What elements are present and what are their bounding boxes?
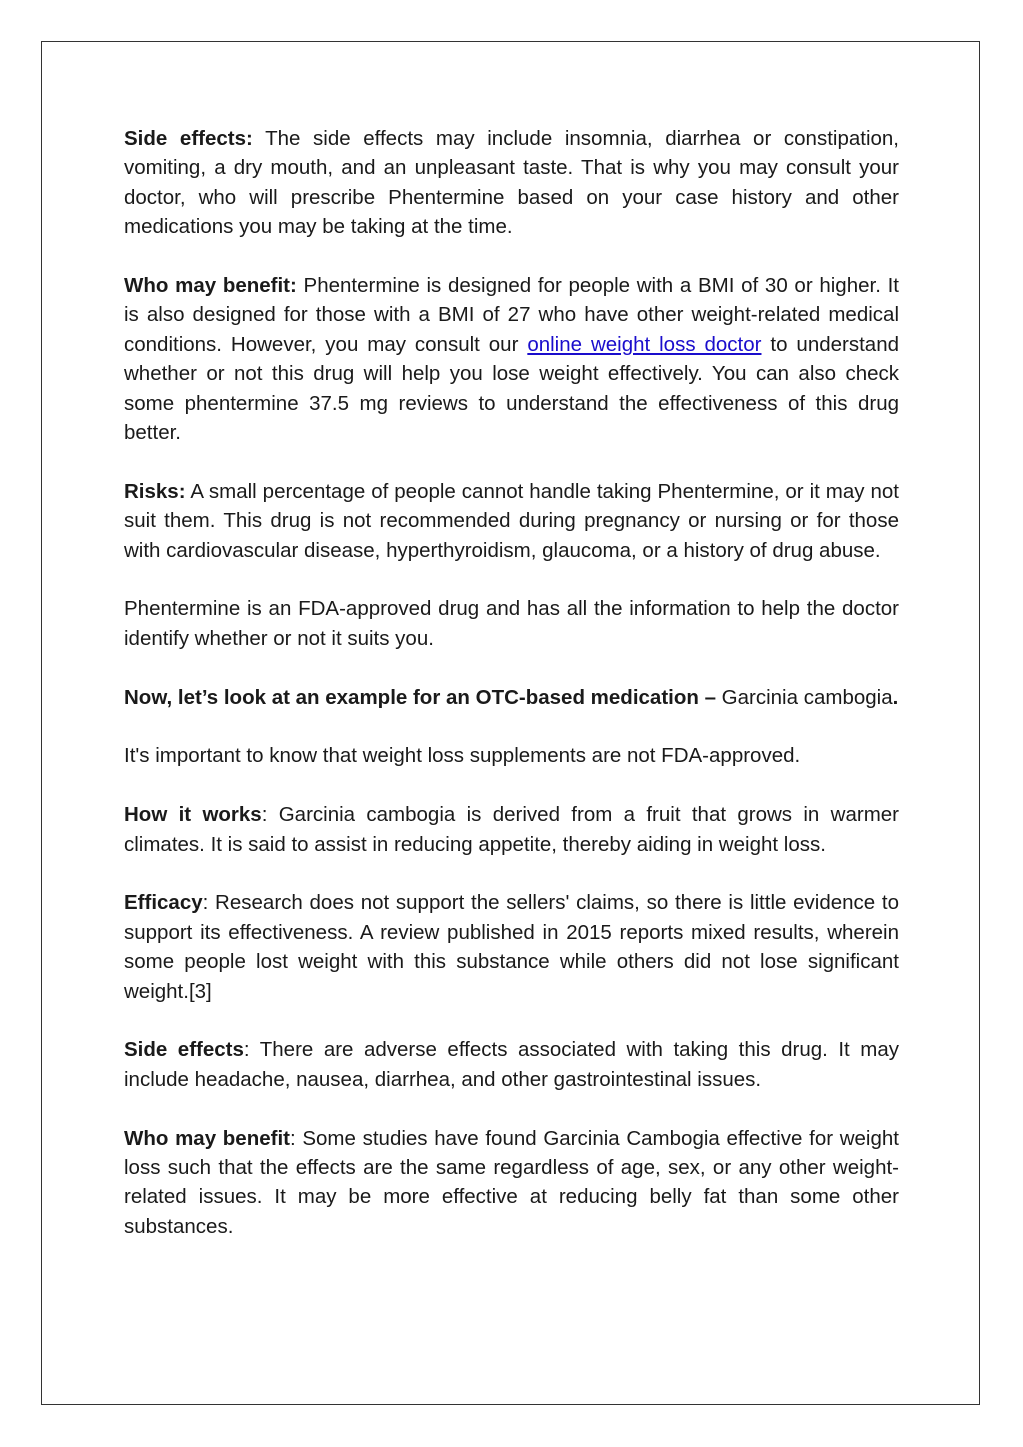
paragraph-text: : Some studies have found Garcinia Cambogia effective for weight loss such that the effects are the same regardless of age, sex, or any other weight-related issues. It may be more effective at reducing belly fat than some other substances.: [124, 1126, 899, 1238]
paragraph-who-may-benefit-phentermine: [124, 271, 899, 447]
paragraph-otc-example: [124, 683, 899, 712]
paragraph-side-effects-phentermine: [124, 124, 899, 242]
paragraph-risks: [124, 477, 899, 565]
paragraph-heading: Who may benefit: [124, 1126, 290, 1150]
paragraph-text: to understand whether or not this drug will help you lose weight effectively. You can also check some phentermine 37.5 mg reviews to understand the effectiveness of this drug better.: [124, 332, 899, 445]
paragraph-text: Phentermine is an FDA-approved drug and has all the information to help the doctor identify whether or not it suits you.: [124, 597, 899, 650]
paragraph-text: Garcinia cambogia: [715, 685, 893, 709]
paragraph-text: : Garcinia cambogia is derived from a fruit that grows in warmer climates. It is said to assist in reducing appetite, thereby aiding in weight loss.: [124, 803, 899, 856]
paragraph-efficacy: [124, 888, 899, 1006]
paragraph-text: The side effects may include insomnia, diarrhea or constipation, vomiting, a dry mouth, and an unpleasant taste. That is why you may consult your doctor, who will prescribe Phentermine based on your case history and other medications you may be taking at the time.: [124, 127, 899, 239]
paragraph-text: : There are adverse effects associated with taking this drug. It may include headache, nausea, diarrhea, and other gastrointestinal issues.: [124, 1038, 899, 1091]
paragraph-heading: Side effects: [124, 1038, 244, 1062]
paragraph-who-may-benefit-garcinia: [124, 1124, 899, 1242]
paragraph-text: : Research does not support the sellers' claims, so there is little evidence to support its effectiveness. A review published in 2015 reports mixed results, wherein some people lost weight with this substance while others did not lose significant weight.[3]: [124, 891, 899, 1003]
paragraph-trailing-period: .: [892, 685, 899, 709]
online-weight-loss-doctor-link[interactable]: online weight loss doctor: [527, 332, 762, 356]
paragraph-heading: How it works: [124, 803, 262, 827]
paragraph-fda-approved: [124, 594, 899, 653]
paragraph-text: Phentermine is designed for people with a BMI of 30 or higher. It is also designed for those with a BMI of 27 who have other weight-related medical conditions. However, you may consult our: [124, 274, 899, 356]
paragraph-how-it-works: [124, 800, 899, 859]
paragraph-text: A small percentage of people cannot handle taking Phentermine, or it may not suit them. This drug is not recommended during pregnancy or nursing or for those with cardiovascular disease, hyperthyroidism, glaucoma, or a history of drug abuse.: [124, 479, 899, 562]
paragraph-heading: Now, let’s look at an example for an OTC-based medication –: [124, 685, 716, 709]
paragraph-heading: Risks:: [124, 479, 186, 503]
paragraph-text: It's important to know that weight loss supplements are not FDA-approved.: [124, 744, 801, 768]
paragraph-side-effects-garcinia: [124, 1035, 899, 1094]
document-body: [124, 124, 899, 1271]
paragraph-heading: Efficacy: [124, 891, 203, 915]
paragraph-heading: Side effects:: [124, 127, 253, 150]
paragraph-supplements-note: [124, 741, 899, 770]
paragraph-heading: Who may benefit:: [124, 274, 297, 298]
